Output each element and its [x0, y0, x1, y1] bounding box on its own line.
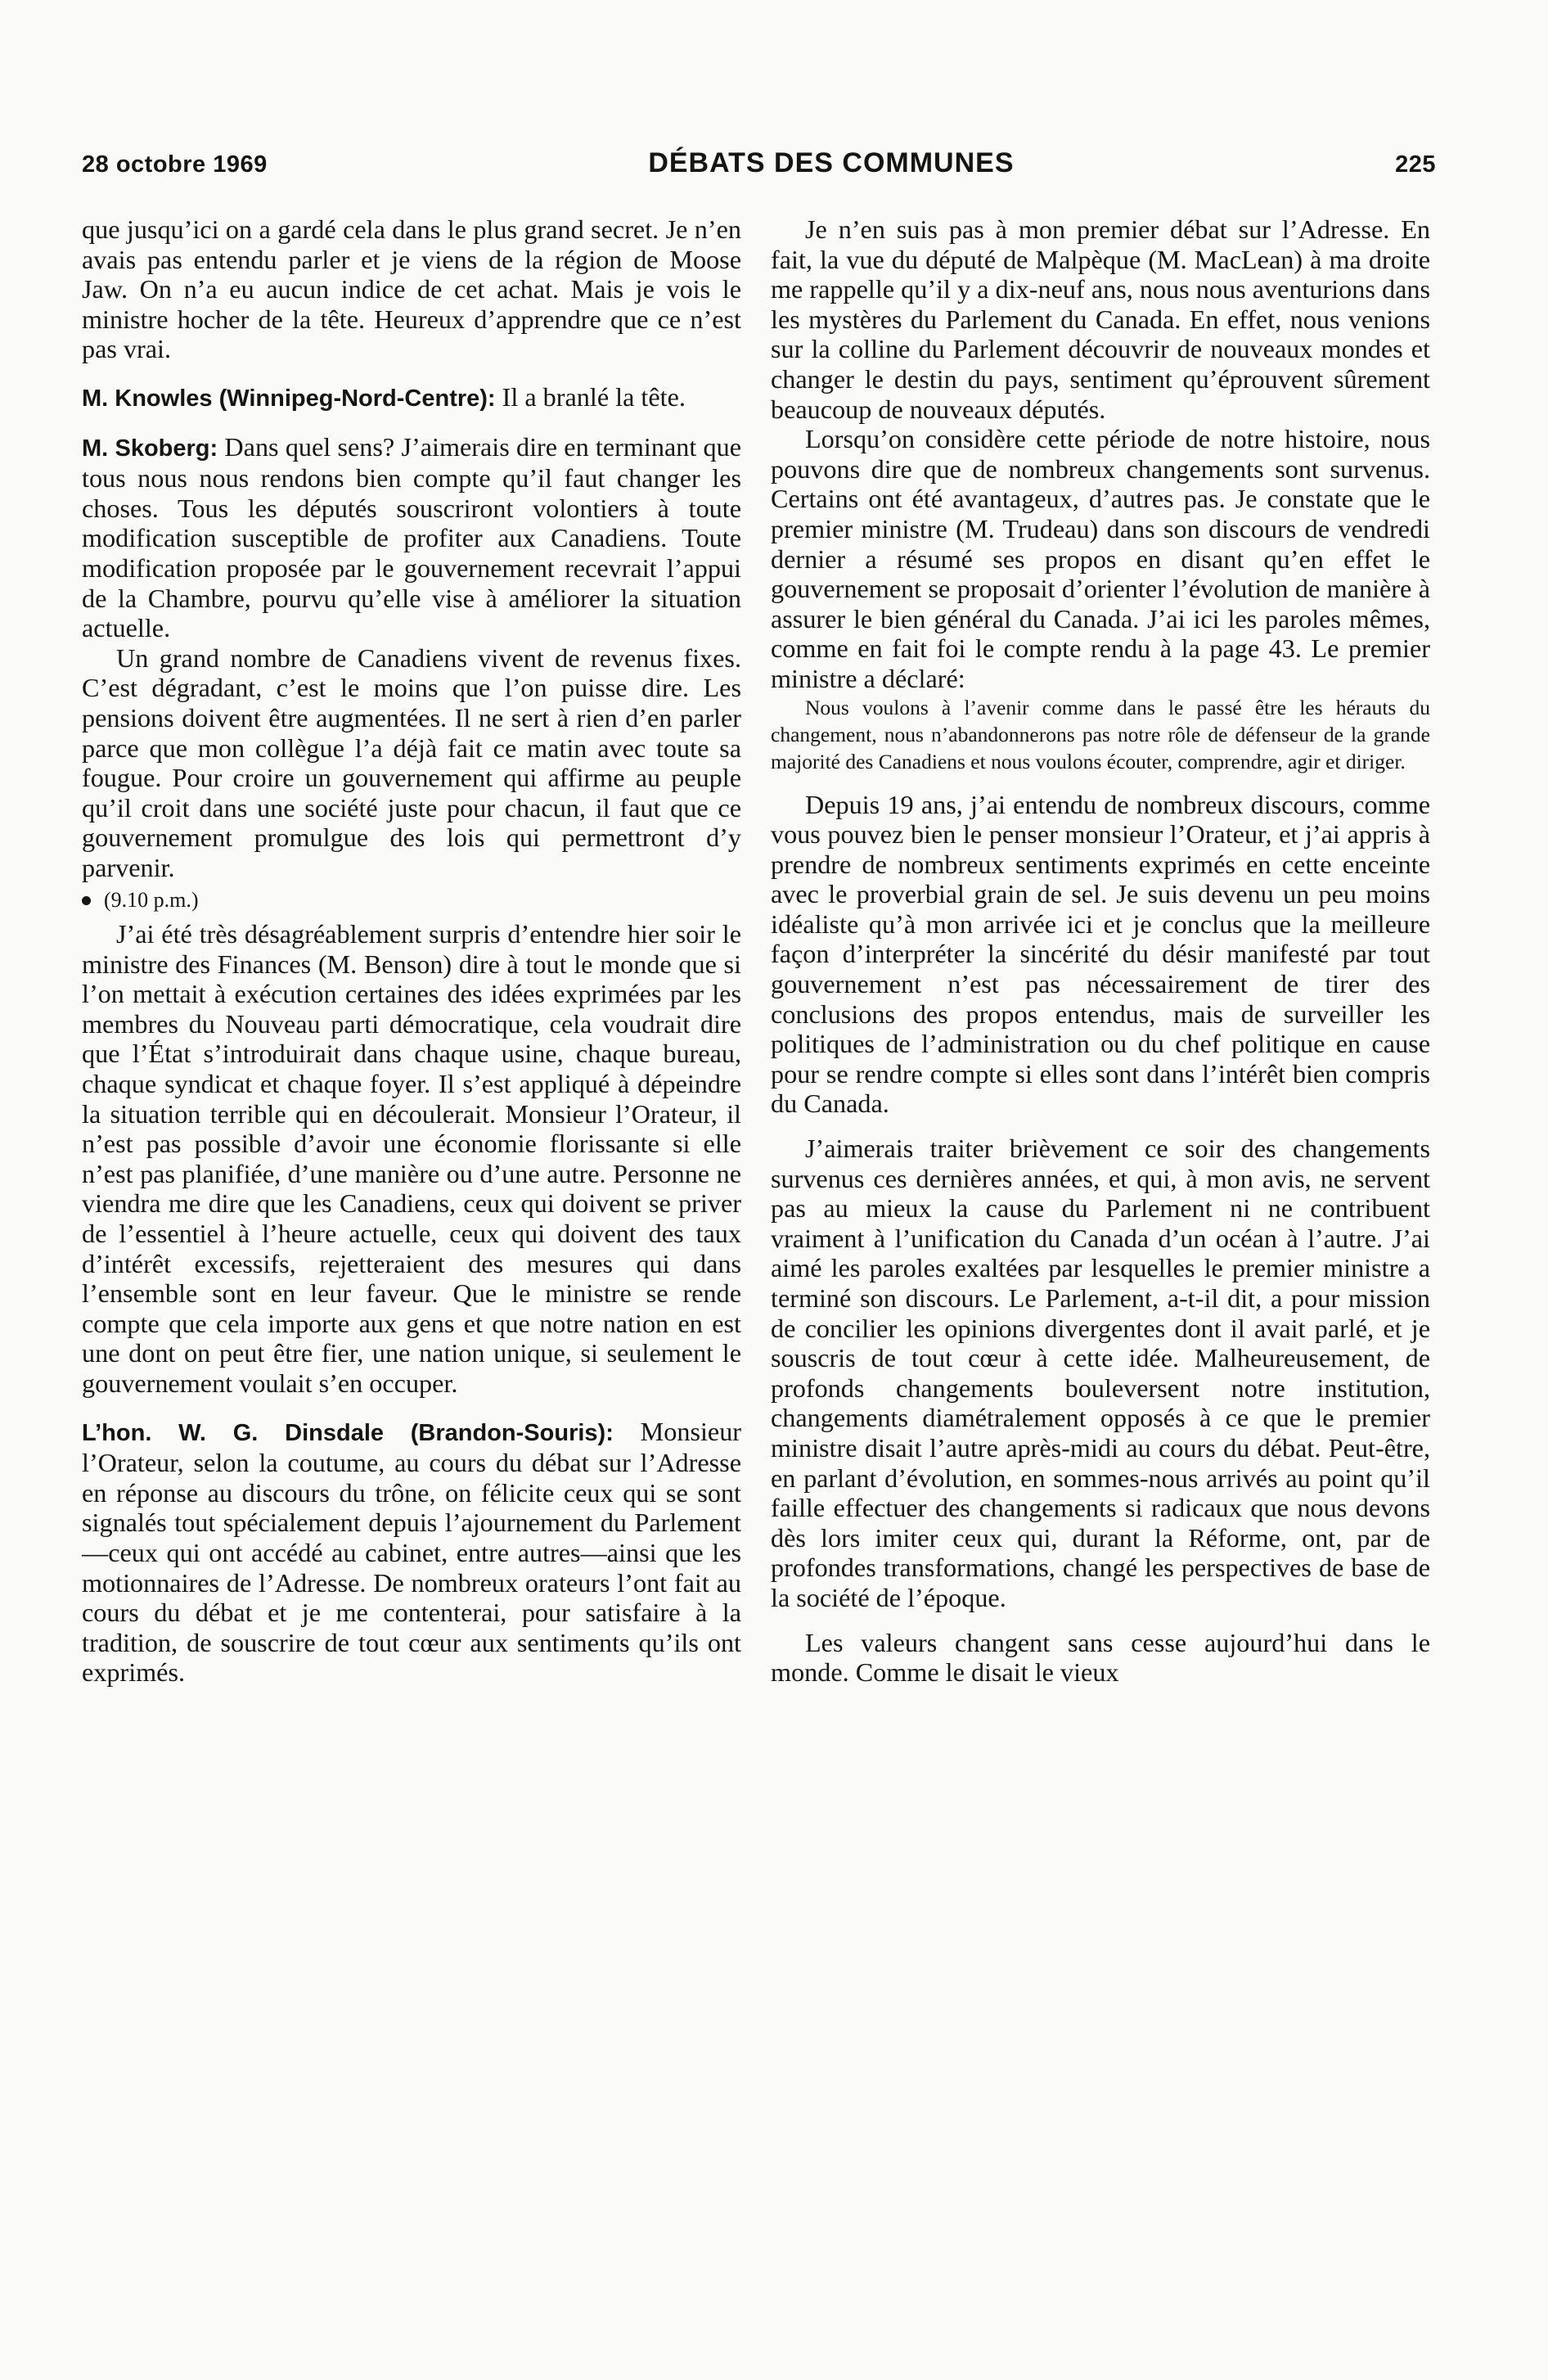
speech-dinsdale [82, 1417, 741, 1688]
speech-text: Dans quel sens? J’aimerais dire en terminant que tous nous nous rendons bien compte qu’il faut changer les choses. Tous les députés souscriront volontiers à toute modification susceptible de profiter aux Canadiens. Toute modification proposée par le gouvernement recevrait l’appui de la Chambre, pourvu qu’elle vise à améliorer la situation actuelle. [82, 431, 741, 643]
time-stamp: (9.10 p.m.) [104, 888, 199, 913]
left-column [82, 214, 741, 1688]
speaker-name: L’hon. W. G. Dinsdale (Brandon-Souris): [82, 1419, 614, 1446]
paragraph: J’aimerais traiter brièvement ce soir des changements survenus ces dernières années, et qui, à mon avis, ne servent pas au mieux la cause du Parlement ni ne contribuent vraiment à l’unification du Canada d’un océan à l’autre. J’ai aimé les paroles exaltées par lesquelles le premier ministre a terminé son discours. Le Parlement, a-t-il dit, a pour mission de concilier les opinions divergentes dont il avait parlé, et je souscris de tout cœur à cette idée. Malheureusement, de profonds changements bouleversent notre institution, changements diamétralement opposés à ce que le premier ministre disait l’autre après-midi au cours du débat. Peut-être, en parlant d’évolution, en sommes-nous arrivés au point qu’il faille effectuer des changements si radicaux que nous devons dès lors imiter ceux qui, durant la Réforme, ont, par de profondes transformations, changé les perspectives de base de la société de l’époque. [771, 1134, 1430, 1612]
speech-skoberg [82, 432, 741, 643]
time-marker [82, 886, 741, 916]
speech-text: Monsieur l’Orateur, selon la coutume, au cours du débat sur l’Adresse en réponse au discours du trône, on félicite ceux qui se sont signalés tout spécialement depuis l’ajournement du Parlement—ceux qui ont accédé au cabinet, entre autres—ainsi que les motionnaires de l’Adresse. De nombreux orateurs l’ont fait au cours du débat et je me contenterai, pour satisfaire à la tradition, de souscrire de tout cœur aux sentiments qu’ils ont exprimés. [82, 1416, 742, 1688]
paragraph: Je n’en suis pas à mon premier débat sur l’Adresse. En fait, la vue du député de Malpèque (M. MacLean) à ma droite me rappelle qu’il y a dix-neuf ans, nous nous aventurions dans les mystères du Parlement du Canada. En effet, nous venions sur la colline du Parlement découvrir de nouveaux mondes et changer le destin du pays, sentiment qu’éprouvent sûrement beaucoup de nouveaux députés. [771, 214, 1430, 424]
paragraph: Lorsqu’on considère cette période de notre histoire, nous pouvons dire que de nombreux changements sont survenus. Certains ont été avantageux, d’autres pas. Je constate que le premier ministre (M. Trudeau) dans son discours de vendredi dernier a résumé ses propos en disant qu’en effet le gouvernement se proposait d’orienter l’évolution de manière à assurer le bien général du Canada. J’ai ici les paroles mêmes, comme en fait foi le compte rendu à la page 43. Le premier ministre a déclaré: [771, 424, 1430, 693]
paragraph: Un grand nombre de Canadiens vivent de revenus fixes. C’est dégradant, c’est le moins que l’on puisse dire. Les pensions doivent être augmentées. Il ne sert à rien d’en parler parce que mon collègue l’a déjà fait ce matin avec toute sa fougue. Pour croire un gouvernement qui affirme au peuple qu’il croit dans une société juste pour chacun, il faut que ce gouvernement promulgue des lois qui permettront d’y parvenir. [82, 642, 741, 882]
paragraph: Les valeurs changent sans cesse aujourd’hui dans le monde. Comme le disait le vieux [771, 1627, 1430, 1688]
paragraph: Depuis 19 ans, j’ai entendu de nombreux discours, comme vous pouvez bien le penser monsieur l’Orateur, et j’ai appris à prendre de nombreux sentiments exprimés en cette enceinte avec le proverbial grain de sel. Je suis devenu un peu moins idéaliste qu’à mon arrivée ici et je conclus que la meilleure façon d’interpréter la sincérité du désir manifesté par tout gouvernement n’est pas nécessairement de tirer des conclusions des propos entendus, mais de surveiller les politiques de l’administration ou du chef politique en cause pour se rendre compte si elles sont dans l’intérêt bien compris du Canada. [771, 789, 1430, 1119]
header-date: 28 octobre 1969 [82, 151, 268, 178]
speaker-name: M. Skoberg: [82, 435, 218, 462]
right-column [771, 214, 1430, 1688]
block-quote: Nous voulons à l’avenir comme dans le passé être les hérauts du changement, nous n’abandonnerons pas notre rôle de défenseur de la grande majorité des Canadiens et nous voulons écouter, comprendre, agir et diriger. [771, 695, 1430, 773]
speech-text: Il a branlé la tête. [495, 381, 686, 412]
header-title: DÉBATS DES COMMUNES [648, 147, 1015, 178]
bullet-icon [82, 896, 91, 905]
paragraph: J’ai été très désagréablement surpris d’entendre hier soir le ministre des Finances (M. Benson) dire à tout le monde que si l’on mettait à exécution certaines des idées exprimées par les membres du Nouveau parti démocratique, cela voudrait dire que l’État s’introduirait dans chaque usine, chaque bureau, chaque syndicat et chaque foyer. Il s’est appliqué à dépeindre la situation terrible qui en découlerait. Monsieur l’Orateur, il n’est pas possible d’avoir une économie florissante si elle n’est pas planifiée, d’une manière ou d’une autre. Personne ne viendra me dire que les Canadiens, ceux qui doivent se priver de l’essentiel à l’heure actuelle, ceux qui doivent des taux d’intérêt excessifs, rejetteraient des mesures qui dans l’ensemble sont en leur faveur. Que le ministre se rende compte que cela importe aux gens et que notre nation en est une dont on peut être fier, une nation unique, si seulement le gouvernement voulait s’en occuper. [82, 919, 741, 1398]
page-header [82, 147, 1436, 183]
paragraph: que jusqu’ici on a gardé cela dans le plus grand secret. Je n’en avais pas entendu parler et je viens de la région de Moose Jaw. On n’a eu aucun indice de cet achat. Mais je vois le ministre hocher de la tête. Heureux d’apprendre que ce n’est pas vrai. [82, 214, 741, 364]
speech-knowles [82, 382, 741, 414]
speaker-name: M. Knowles (Winnipeg-Nord-Centre): [82, 385, 496, 412]
page-number: 225 [1395, 151, 1436, 178]
